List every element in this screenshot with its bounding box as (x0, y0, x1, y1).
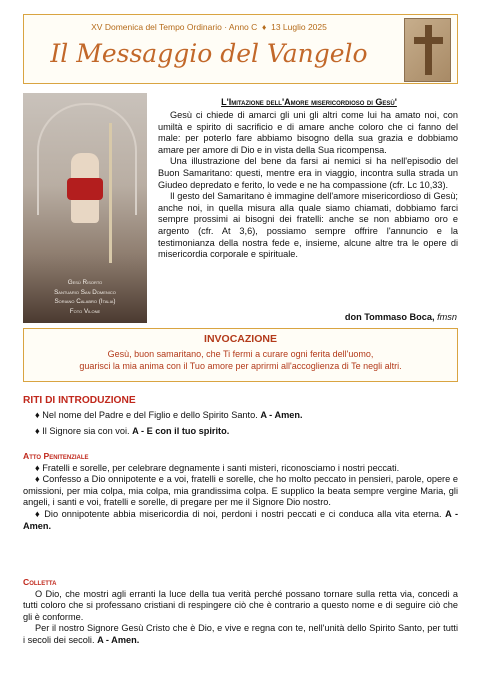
response: A - Amen. (97, 634, 140, 645)
liturgy-name: XV Domenica del Tempo Ordinario · Anno C (91, 22, 258, 32)
page-title: Il Messaggio del Vangelo (50, 39, 368, 68)
riti-heading: RITI DI INTRODUZIONE (23, 395, 136, 406)
article-paragraph: Gesù ci chiede di amarci gli uni gli altri come lui ha amato noi, con umiltà e spirito di sacrificio e di amare anche coloro che ci fanno del male: per poterlo fare abbiamo bisogno della sua grazia e dobbiamo amare per amore di Dio e in vista della Sua ricompensa. (158, 110, 458, 155)
atto-text: ♦ Dio onnipotente abbia misericordia di noi, perdoni i nostri peccati e ci conduca alla vita eterna. (35, 508, 442, 519)
atto-heading: Atto Penitenziale (23, 451, 89, 461)
invocation-title: INVOCAZIONE (204, 333, 277, 345)
article-paragraph: Una illustrazione del bene da farsi ai nemici si ha nell'episodio del Buon Samaritano: questi, mentre era in viaggio, incontra sulla strada un Giudeo depredato e ferito, lo vede e ne ha compassione (cfr. Lc 10,33). (158, 156, 458, 190)
article-paragraph: Il gesto del Samaritano è immagine dell'amore misericordioso di Gesù; anche noi, in quella misura alla quale siamo chiamati, dobbiamo farci sempre prossimi ai bisogni dei fratelli: anche se non abbiamo oro e argento (cfr. At 3,6), possiamo sempre offrire l'annuncio e la testimonianza della nostra fede e, insieme, alcune altre tra le opere di misericordia corporale e spirituale. (158, 191, 458, 260)
article-body (158, 110, 458, 261)
atto-paragraph: ♦ Fratelli e sorelle, per celebrare degnamente i santi misteri, riconosciamo i nostri peccati. (35, 462, 400, 473)
riti-line (23, 410, 458, 422)
liturgy-line (24, 22, 394, 32)
caption-line: Soriano Calabro (Italia) (54, 298, 116, 306)
response: A - Amen. (23, 508, 458, 531)
invocation-line: Gesù, buon samaritano, che Ti fermi a curare ogni ferita dell'uomo, (107, 349, 374, 359)
caption-line: Gesù Risorto (67, 278, 103, 286)
photo-caption (23, 278, 147, 317)
author-suffix: fmsn (437, 312, 457, 322)
atto-section (23, 451, 458, 532)
riti-text: ♦ Nel nome del Padre e del Figlio e dello Spirito Santo. (35, 409, 258, 420)
caption-line: Foto Vilone (69, 308, 101, 316)
atto-paragraph (23, 509, 458, 532)
invocation-text (24, 349, 457, 372)
riti-text: ♦ Il Signore sia con voi. (35, 426, 130, 437)
invocation-line: guarisci la mia anima con il Tuo amore per aprirmi all'accoglienza di Te negli altri. (79, 360, 402, 371)
risen-jesus-photo (23, 93, 147, 323)
liturgy-date: 13 Luglio 2025 (271, 22, 327, 32)
diamond-icon: ♦ (262, 22, 267, 32)
colletta-section (23, 577, 458, 647)
riti-section (23, 395, 458, 438)
colletta-paragraph: O Dio, che mostri agli erranti la luce della tua verità perché possano tornare sulla retta via, concedi a tutti coloro che si professano cristiani di respingere ciò che è contrario a questo nome e di seguire ciò che gli è conforme. (23, 588, 458, 622)
cross-icon (404, 18, 451, 82)
author-signature (345, 312, 457, 322)
response: A - Amen. (260, 409, 303, 420)
riti-line (23, 426, 458, 438)
colletta-heading: Colletta (23, 577, 57, 587)
caption-line: Santuario San Domenico (54, 288, 116, 296)
invocation-box (23, 328, 458, 382)
colletta-text: Per il nostro Signore Gesù Cristo che è Dio, e vive e regna con te, nell'unità dello Spirito Santo, per tutti i secoli dei secoli. (23, 623, 458, 645)
response: A - E con il tuo spirito. (132, 426, 230, 437)
header-box (23, 14, 458, 84)
atto-paragraph: ♦ Confesso a Dio onnipotente e a voi, fratelli e sorelle, che ho molto peccato in pensieri, parole, opere e omissioni, per mia colpa, mia colpa, mia grandissima colpa. E supplico la beata sempre vergine Maria, gli angeli, i santi e voi, fratelli e sorelle, di pregare per me il Signore Dio nostro. (23, 474, 458, 508)
article-title: L'Imitazione dell'Amore misericordioso di Gesù' (221, 97, 397, 107)
author-name: don Tommaso Boca, (344, 312, 435, 322)
colletta-paragraph (23, 623, 458, 646)
